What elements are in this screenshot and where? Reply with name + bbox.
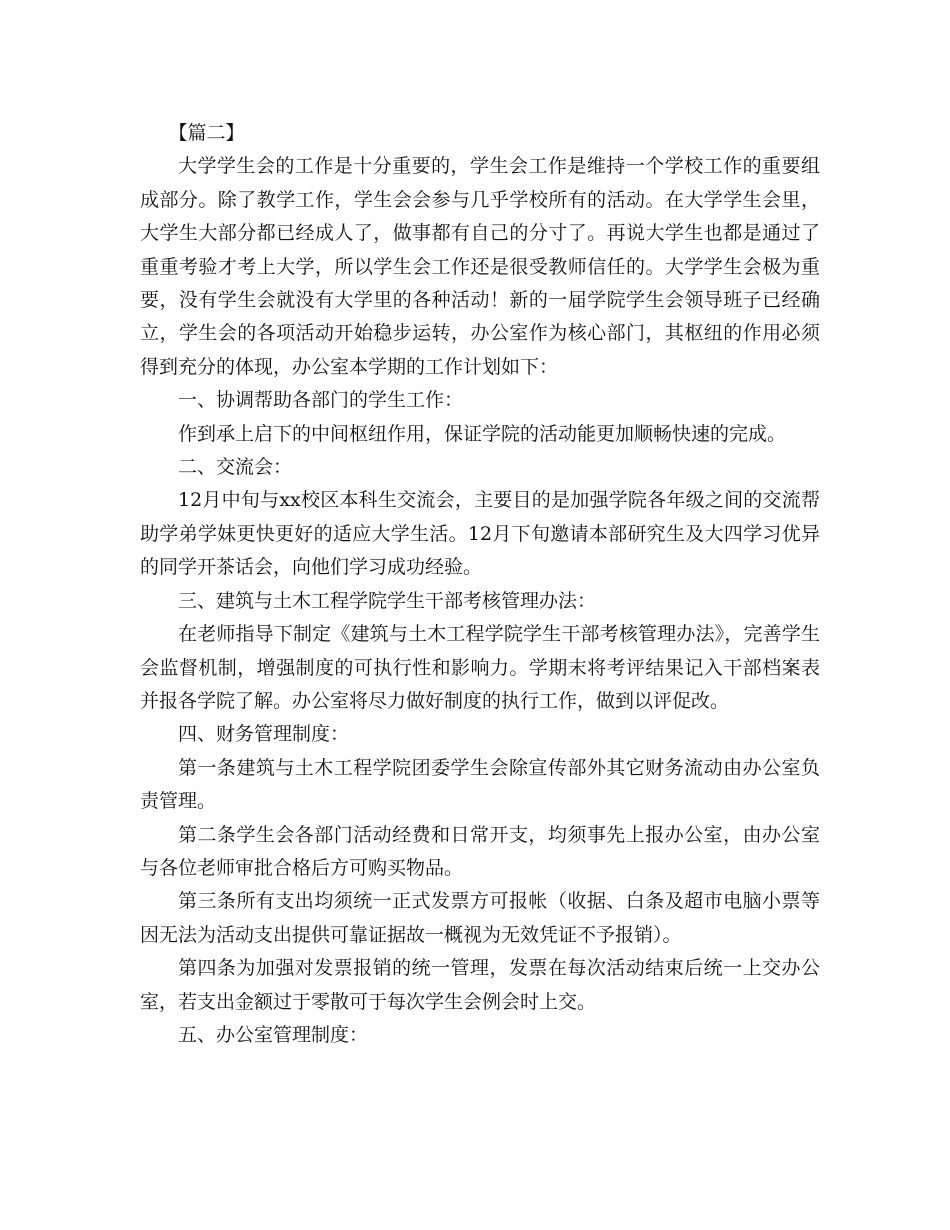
paragraph-cadre-assessment: 在老师指导下制定《建筑与土木工程学院学生干部考核管理办法》，完善学生会监督机制，增强制度的可执行性和影响力。学期末将考评结果记入干部档案表并报各学院了解。办公室将尽力做好制度的执行工作，做到以评促改。 [140,623,820,712]
paragraph-intro: 大学学生会的工作是十分重要的，学生会工作是维持一个学校工作的重要组成部分。除了教学工作，学生会会参与几乎学校所有的活动。在大学学生会里，大学生大部分都已经成人了，做事都有自己的分寸了。再说大学生也都是通过了重重考验才考上大学，所以学生会工作还是很受教师信任的。大学学生会极为重要，没有学生会就没有大学里的各种活动！新的一届学院学生会领导班子已经确立，学生会的各项活动开始稳步运转，办公室作为核心部门，其枢纽的作用必须得到充分的体现，办公室本学期的工作计划如下： [140,155,820,378]
heading-cadre-assessment: 三、建筑与土木工程学院学生干部考核管理办法： [178,589,597,612]
section-heading: 【篇二】 [168,122,245,144]
paragraph-finance-article-4: 第四条为加强对发票报销的统一管理，发票在每次活动结束后统一上交办公室，若支出金额过于零散可于每次学生会例会时上交。 [140,957,820,1013]
heading-coordination: 一、协调帮助各部门的学生工作： [178,389,464,412]
paragraph-exchange-meeting: 12月中旬与xx校区本科生交流会，主要目的是加强学院各年级之间的交流帮助学弟学妹更快更好的适应大学生活。12月下旬邀请本部研究生及大四学习优异的同学开茶话会，向他们学习成功经验。 [140,489,820,579]
document-page [140,117,820,1052]
heading-finance-rules: 四、财务管理制度： [178,723,350,746]
paragraph-finance-article-3: 第三条所有支出均须统一正式发票方可报帐（收据、白条及超市电脑小票等因无法为活动支出提供可靠证据故一概视为无效凭证不予报销）。 [140,890,820,946]
paragraph-finance-article-2: 第二条学生会各部门活动经费和日常开支，均须事先上报办公室，由办公室与各位老师审批合格后方可购买物品。 [140,823,820,879]
heading-office-rules: 五、办公室管理制度： [178,1023,369,1046]
paragraph-coordination: 作到承上启下的中间枢纽作用，保证学院的活动能更加顺畅快速的完成。 [178,422,787,445]
paragraph-finance-article-1: 第一条建筑与土木工程学院团委学生会除宣传部外其它财务流动由办公室负责管理。 [140,756,820,813]
heading-exchange-meeting: 二、交流会： [178,456,293,479]
